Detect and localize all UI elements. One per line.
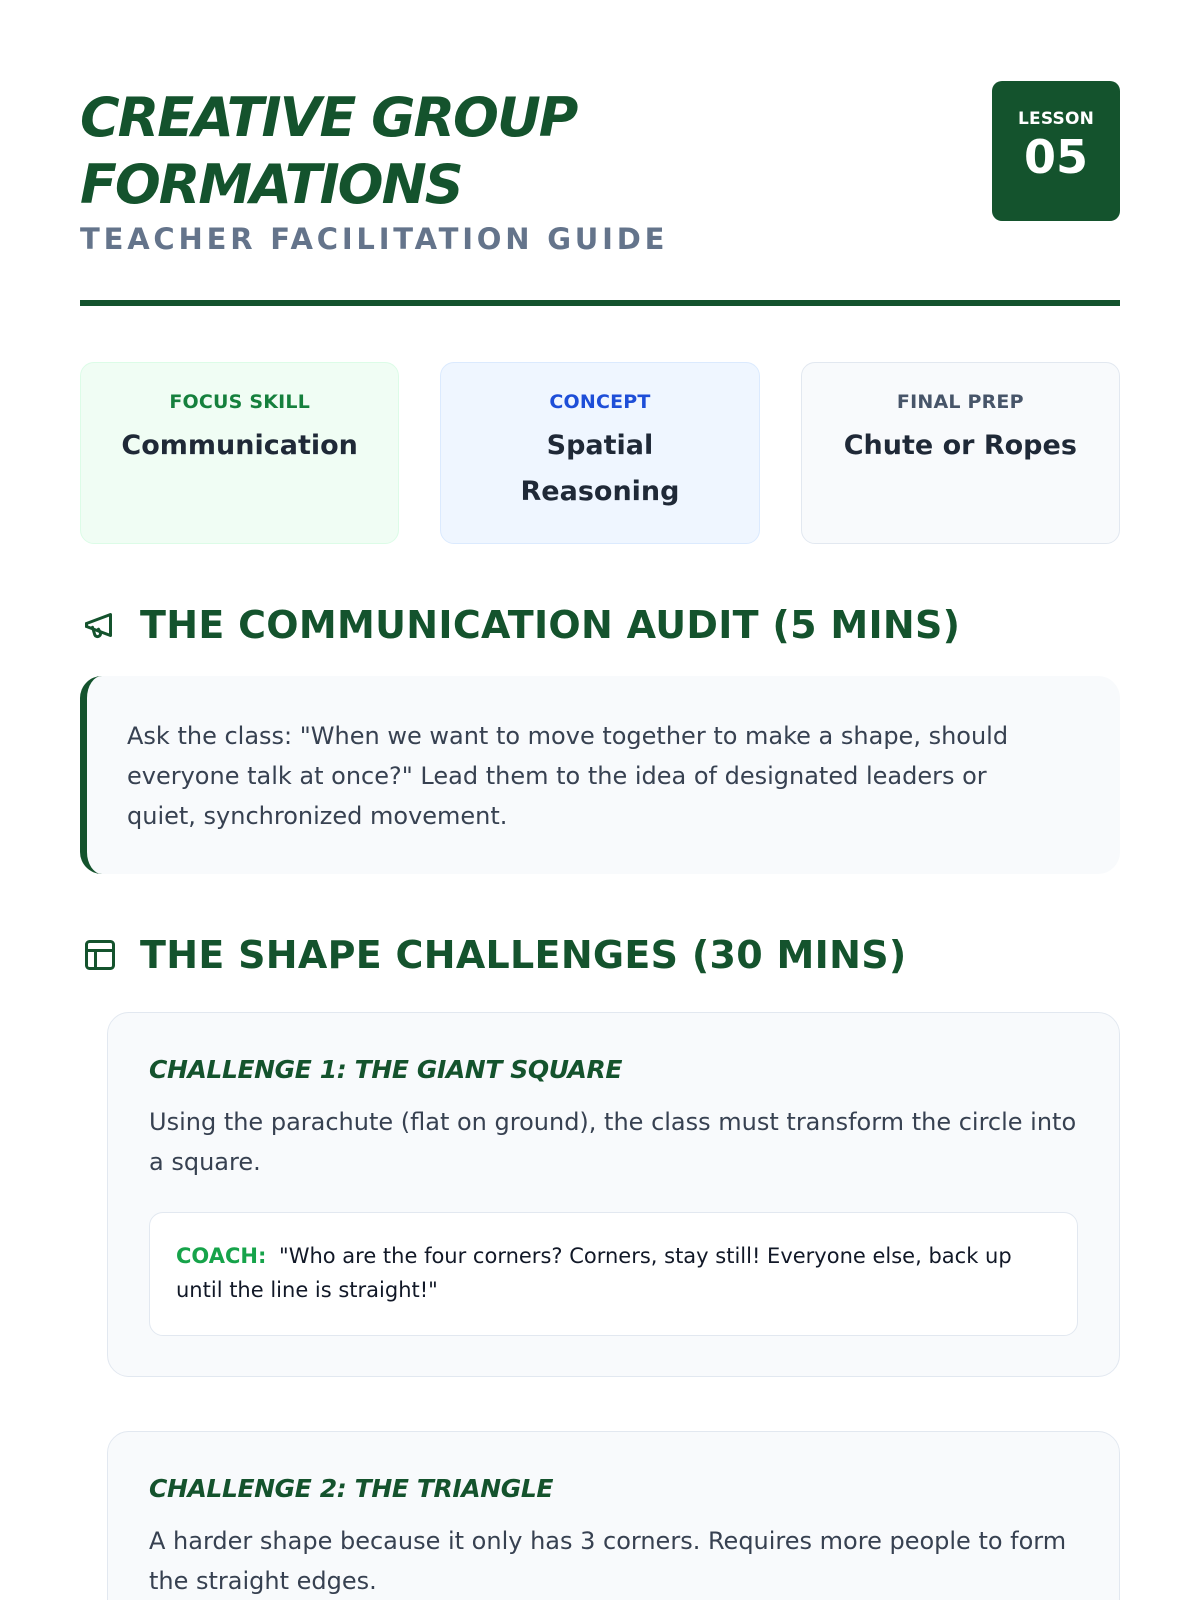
megaphone-icon: [80, 605, 120, 645]
page-header: [80, 0, 1120, 310]
section-heading-audit: [80, 602, 1120, 648]
card-value: Communication: [121, 430, 358, 461]
layout-icon: [80, 935, 120, 975]
title-line-2: FORMATIONS: [80, 153, 462, 216]
section-title: THE SHAPE CHALLENGES (30 MINS): [140, 933, 907, 977]
card-final-prep: [801, 362, 1120, 544]
page-subtitle: TEACHER FACILITATION GUIDE: [80, 222, 669, 256]
page-title: [80, 84, 720, 218]
card-value: Spatial Reasoning: [520, 430, 680, 507]
card-label: CONCEPT: [549, 391, 651, 413]
section-title: THE COMMUNICATION AUDIT (5 MINS): [140, 603, 961, 647]
coach-tip: [149, 1212, 1078, 1336]
card-label: FINAL PREP: [896, 391, 1024, 413]
challenge-description: A harder shape because it only has 3 corners. Requires more people to form the straight edges.: [149, 1527, 1067, 1595]
lesson-badge: [992, 81, 1120, 221]
lesson-label: LESSON: [1017, 109, 1095, 129]
card-concept: [440, 362, 759, 544]
challenge-list: [80, 1012, 1120, 1600]
challenge-description: Using the parachute (flat on ground), the class must transform the circle into a square.: [149, 1108, 1077, 1176]
audit-callout: Ask the class: "When we want to move together to make a shape, should everyone talk at once?" Lead them to the idea of designated leaders or quiet, synchronized movement.: [80, 676, 1120, 874]
lesson-number: 05: [1023, 130, 1088, 184]
header-divider: [80, 300, 1120, 306]
card-label: FOCUS SKILL: [169, 391, 311, 413]
challenge-card: [107, 1012, 1120, 1377]
card-focus-skill: [80, 362, 399, 544]
coach-text: "Who are the four corners? Corners, stay still! Everyone else, back up until the line is straight!": [176, 1244, 1012, 1302]
challenge-title: CHALLENGE 2: THE TRIANGLE: [149, 1474, 554, 1503]
info-cards: [80, 362, 1120, 544]
card-value: Chute or Ropes: [843, 430, 1077, 461]
section-heading-challenges: [80, 932, 1120, 978]
title-line-1: CREATIVE GROUP: [80, 86, 577, 149]
challenge-card: [107, 1431, 1120, 1600]
coach-label: COACH:: [176, 1244, 267, 1268]
challenge-title: CHALLENGE 1: THE GIANT SQUARE: [149, 1055, 622, 1084]
